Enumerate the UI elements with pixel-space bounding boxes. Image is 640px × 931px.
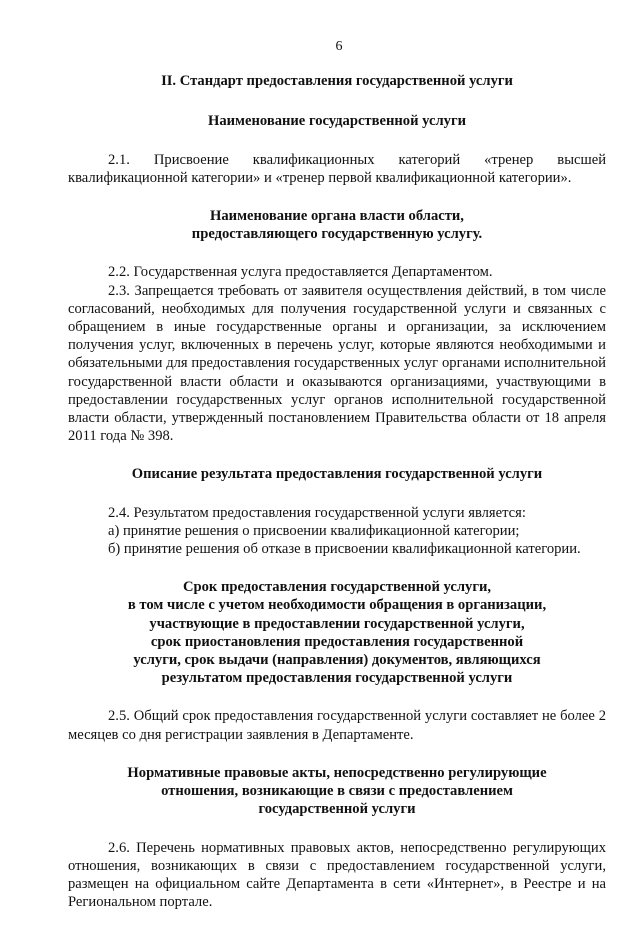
heading-legal-acts-line: отношения, возникающие в связи с предоставлением (161, 783, 513, 800)
paragraph-2-5: 2.5. Общий срок предоставления государственной услуги составляет не более 2 месяцев со дня регистрации заявления в Департаменте. (68, 708, 606, 743)
heading-term-line: участвующие в предоставлении государственной услуги, (149, 615, 525, 632)
heading-result: Описание результата предоставления государственной услуги (131, 466, 543, 483)
heading-term-block (68, 578, 606, 687)
heading-authority-line-2: предоставляющего государственную услугу. (191, 226, 483, 243)
page-number: 6 (335, 39, 343, 54)
document-page (68, 38, 606, 931)
paragraph-2-1: 2.1. Присвоение квалификационных категорий «тренер высшей квалификационной категории» и «тренер первой квалификационной категории». (68, 151, 606, 186)
heading-term-line: результатом предоставления государственной услуги (161, 670, 513, 687)
heading-authority-block (68, 207, 606, 243)
paragraph-2-6: 2.6. Перечень нормативных правовых актов, непосредственно регулирующих отношения, возникающих в связи с предоставлением государственной услуги, размещен на официальном сайте Департамента в сети «Интернет», в Реестре и на Региональном портале. (68, 839, 606, 911)
paragraph-2-5-block (68, 707, 606, 743)
paragraph-2-4-block (68, 504, 606, 559)
section-title: II. Стандарт предоставления государственной услуги (161, 73, 513, 90)
heading-legal-acts-block (68, 764, 606, 819)
paragraph-2-2: 2.2. Государственная услуга предоставляется Департаментом. (108, 264, 493, 281)
heading-term-line: услуги, срок выдачи (направления) документов, являющихся (133, 652, 541, 669)
heading-result-block (68, 465, 606, 483)
paragraph-2-4: 2.4. Результатом предоставления государственной услуги является: (108, 504, 526, 521)
paragraph-2-6-block (68, 839, 606, 912)
heading-service-name: Наименование государственной услуги (208, 113, 466, 130)
heading-legal-acts-line: государственной услуги (258, 801, 416, 818)
heading-term-line: срок приостановления предоставления государственной (150, 633, 524, 650)
paragraph-2-4-a: а) принятие решения о присвоении квалификационной категории; (108, 522, 520, 539)
heading-authority-line-1: Наименование органа власти области, (210, 208, 464, 225)
paragraphs-2-2-2-3-block (68, 263, 606, 445)
heading-term-line: в том числе с учетом необходимости обращения в организации, (127, 597, 547, 614)
paragraph-2-1-block (68, 151, 606, 187)
heading-service-name-block (68, 112, 606, 130)
paragraph-2-3: 2.3. Запрещается требовать от заявителя осуществления действий, в том числе согласований, необходимых для получения государственной услуги и связанных с обращением в иные государственные органы и организации, за исключением получения услуг, включенных в перечень услуг, которые являются необходимыми и обязательными для предоставления государственных услуг органами исполнительной государственной власти области и оказываются организациями, участвующими в предоставлении государственных услуг органов исполнительной государственной власти области, утвержденный постановлением Правительства области от 18 апреля 2011 года № 398. (68, 282, 606, 445)
heading-term-line: Срок предоставления государственной услуги, (182, 579, 492, 596)
heading-legal-acts-line: Нормативные правовые акты, непосредственно регулирующие (127, 764, 547, 781)
paragraph-2-4-b: б) принятие решения об отказе в присвоении квалификационной категории. (108, 541, 581, 558)
